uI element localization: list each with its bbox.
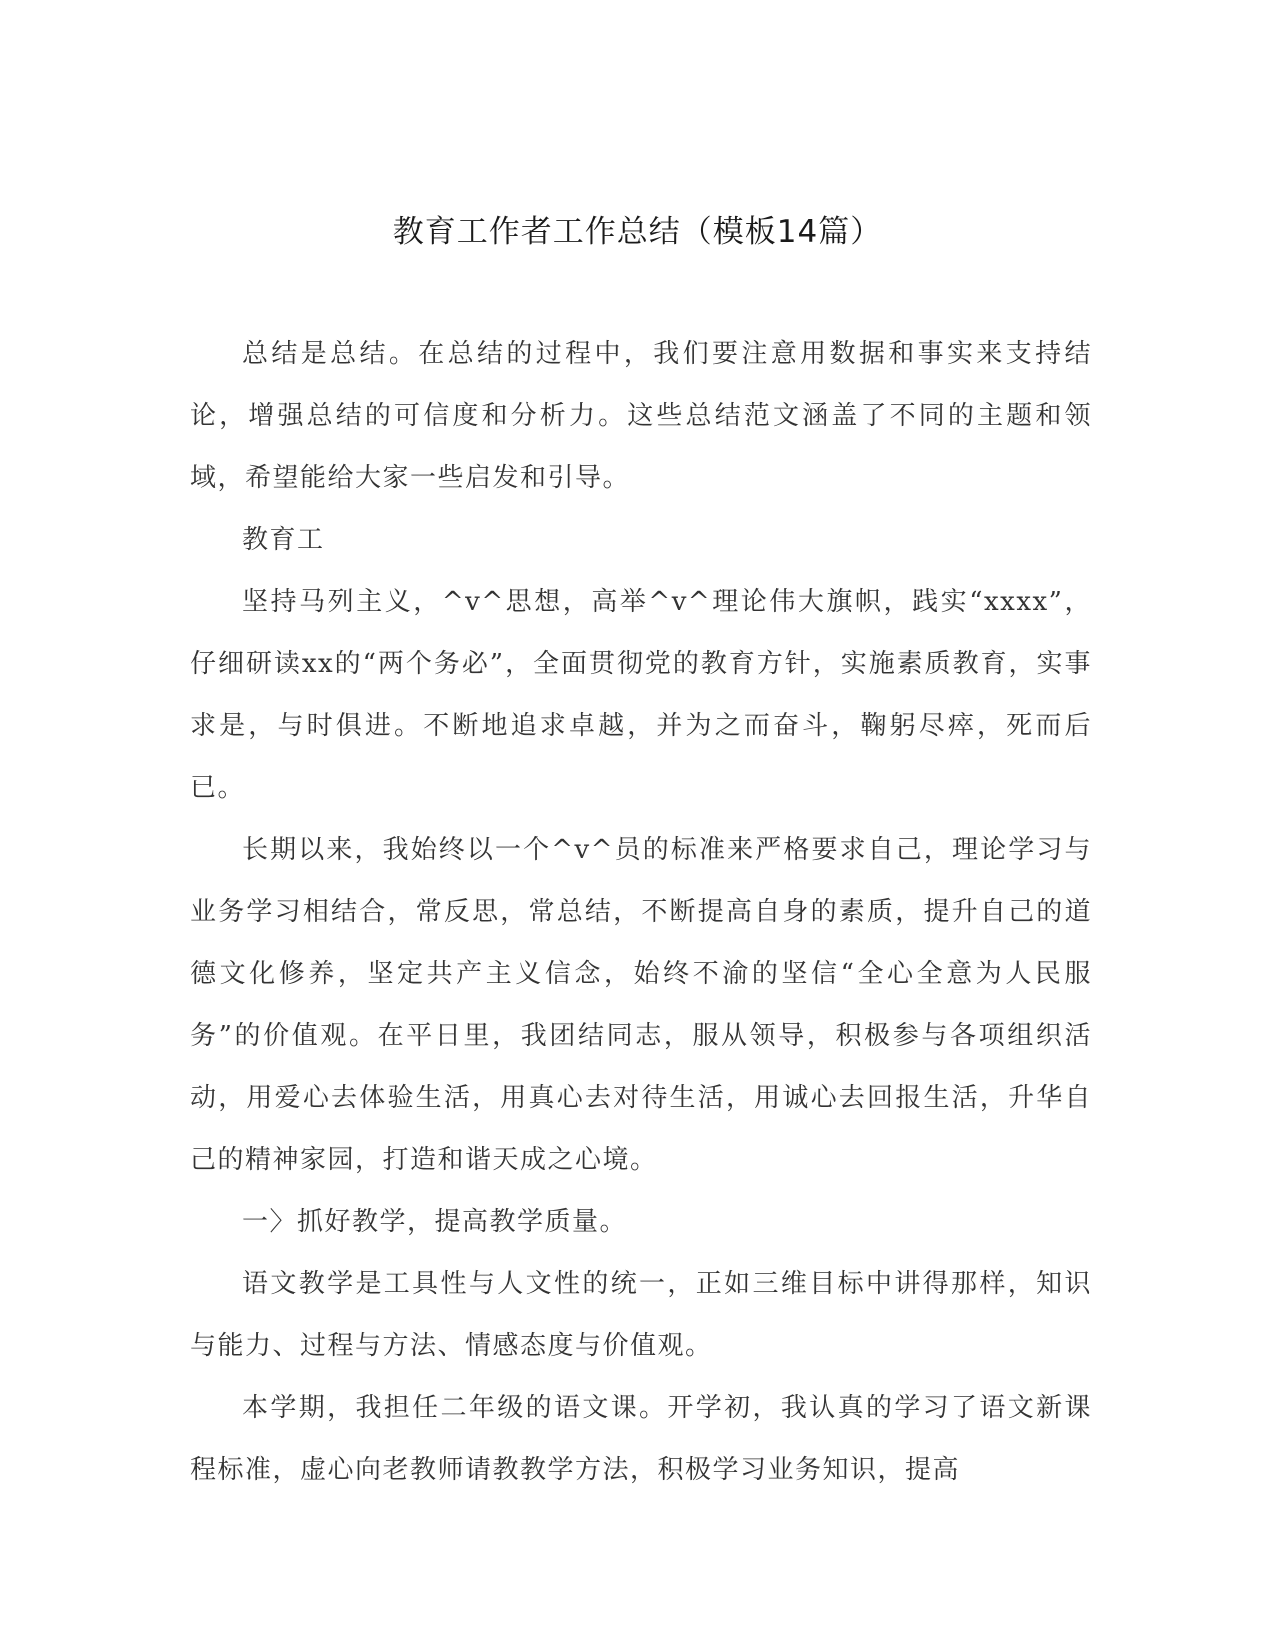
paragraph-intro: 总结是总结。在总结的过程中，我们要注意用数据和事实来支持结论，增强总结的可信度和分析力。这些总结范文涵盖了不同的主题和领域，希望能给大家一些启发和引导。 [190, 339, 1092, 493]
paragraph-this-semester: 本学期，我担任二年级的语文课。开学初，我认真的学习了语文新课程标准，虚心向老教师请教教学方法，积极学习业务知识，提高 [190, 1393, 1092, 1485]
paragraph-chinese-teaching: 语文教学是工具性与人文性的统一，正如三维目标中讲得那样，知识与能力、过程与方法、情感态度与价值观。 [190, 1269, 1092, 1361]
document-body [190, 323, 1092, 1501]
paragraph-heading-fragment: 教育工 [242, 525, 325, 555]
paragraph-self-requirement: 长期以来，我始终以一个^v^员的标准来严格要求自己，理论学习与业务学习相结合，常反思，常总结，不断提高自身的素质，提升自己的道德文化修养，坚定共产主义信念，始终不渝的坚信“全心全意为人民服务”的价值观。在平日里，我团结同志，服从领导，积极参与各项组织活动，用爱心去体验生活，用真心去对待生活，用诚心去回报生活，升华自己的精神家园，打造和谐天成之心境。 [190, 835, 1092, 1175]
document-title: 教育工作者工作总结（模板14篇） [392, 214, 883, 250]
paragraph-principles: 坚持马列主义，^v^思想，高举^v^理论伟大旗帜，践实“xxxx”，仔细研读xx的“两个务必”，全面贯彻党的教育方针，实施素质教育，实事求是，与时俱进。不断地追求卓越，并为之而奋斗，鞠躬尽瘁，死而后已。 [190, 587, 1092, 803]
section-heading-teaching: 一〉抓好教学，提高教学质量。 [242, 1207, 628, 1237]
